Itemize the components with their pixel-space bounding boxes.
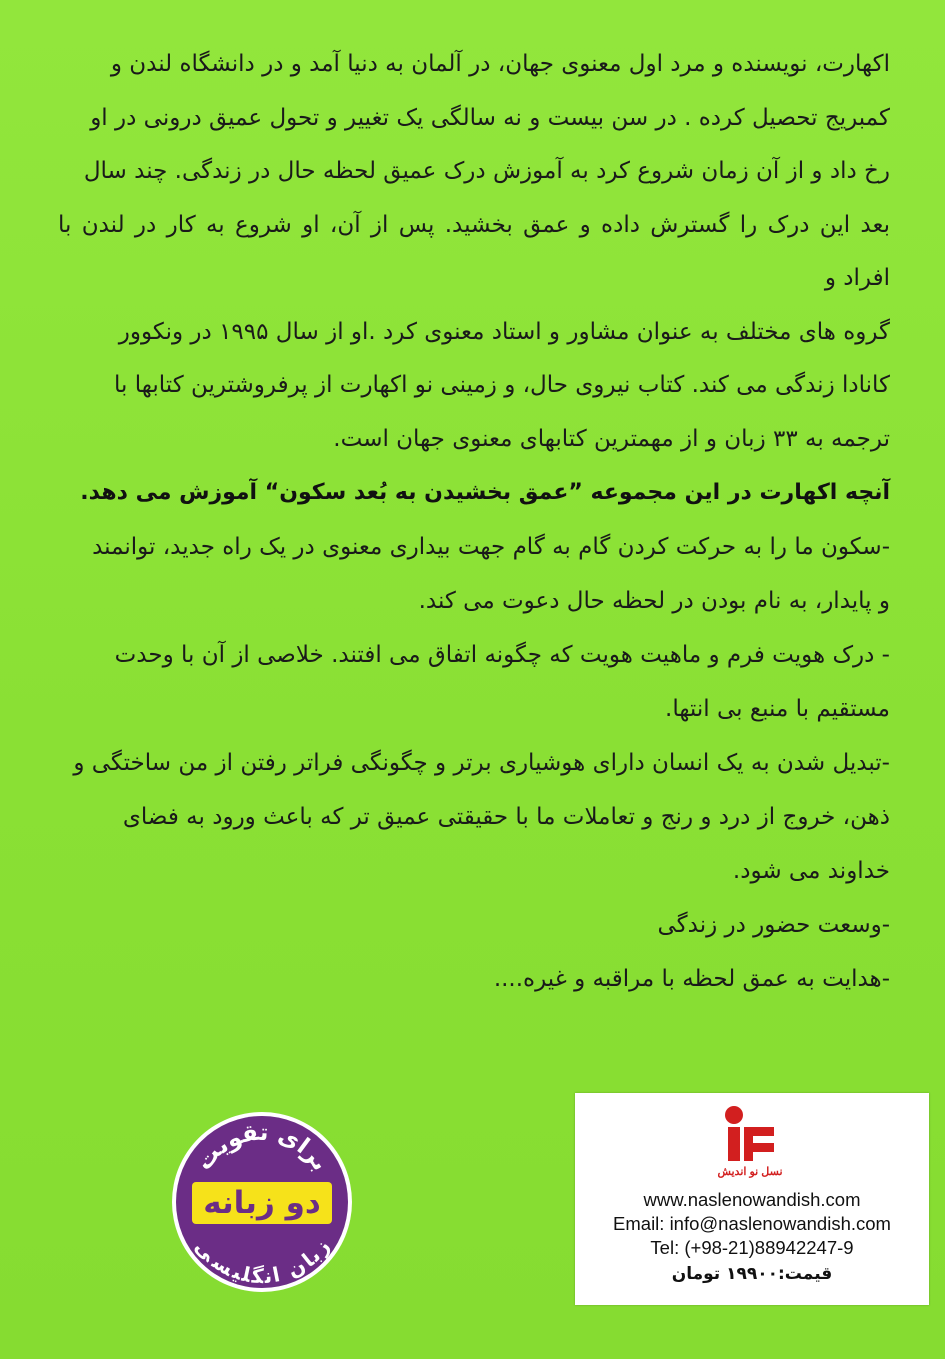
bullet-line: -سکون ما را به حرکت کردن گام به گام جهت بیداری معنوی در یک راه جدید، توانمند <box>92 534 890 560</box>
bio-line: گروه های مختلف به عنوان مشاور و استاد معنوی کرد .او از سال ۱۹۹۵ در ونکوور <box>118 318 890 345</box>
bilingual-badge <box>170 1110 354 1294</box>
bullet-line: ذهن، خروج از درد و رنج و تعاملات ما با حقیقتی عمیق تر که باعث ورود به فضای <box>122 804 890 830</box>
bullet-line: -تبدیل شدن به یک انسان دارای هوشیاری برتر و چگونگی فراتر رفتن از من ساختگی و <box>73 750 890 776</box>
badge-bottom-text: زبان انگلیسی <box>190 1234 335 1289</box>
publisher-phone: Tel: (+98-21)88942247-9 <box>650 1237 854 1258</box>
publisher-email[interactable]: Email: info@naslenowandish.com <box>613 1213 891 1234</box>
publisher-info-box <box>575 1093 929 1305</box>
bio-line: کانادا زندگی می کند. کتاب نیروی حال، و زمینی نو اکهارت از پرفروشترین کتابها با <box>114 372 890 398</box>
badge-center-text: دو زبانه <box>203 1185 321 1221</box>
bullet-line: -وسعت حضور در زندگی <box>657 912 890 938</box>
bullet-item <box>58 898 890 952</box>
publisher-website[interactable]: www.naslenowandish.com <box>643 1189 861 1210</box>
bio-line: کمبریج تحصیل کرده . در سن بیست و نه سالگی یک تغییر و تحول عمیق درونی در او <box>90 104 890 131</box>
book-price: قیمت:۱۹۹۰۰ تومان <box>671 1264 833 1284</box>
description-text <box>58 38 890 1006</box>
publisher-logo-text: نسل نو اندیش <box>717 1166 783 1178</box>
bullet-line: و پایدار، به نام بودن در لحظه حال دعوت می کند. <box>418 588 890 614</box>
bullet-line: - درک هویت فرم و ماهیت هویت که چگونه اتفاق می افتند. خلاصی از آن با وحدت <box>114 642 890 668</box>
bio-line: بعد این درک را گسترش داده و عمق بخشید. پس از آن، او شروع به کار در لندن با افراد و <box>58 211 890 291</box>
section-heading: آنچه اکهارت در این مجموعه ”عمق بخشیدن به بُعد سکون“ آموزش می دهد. <box>80 480 890 505</box>
badge-top-text: برای تقویت <box>191 1119 334 1176</box>
bullet-item <box>58 520 890 628</box>
bullet-item <box>58 736 890 898</box>
bullet-line: خداوند می شود. <box>732 858 890 884</box>
author-bio <box>58 38 890 466</box>
publisher-logo-icon <box>720 1103 780 1169</box>
bullet-item <box>58 952 890 1006</box>
bullet-line: -هدایت به عمق لحظه با مراقبه و غیره.... <box>493 966 890 992</box>
bio-line: رخ داد و از آن زمان شروع کرد به آموزش درک عمیق لحظه حال در زندگی. چند سال <box>83 158 890 184</box>
bullet-item <box>58 628 890 736</box>
bullet-line: مستقیم با منبع بی انتها. <box>665 696 890 722</box>
bio-line: اکهارت، نویسنده و مرد اول معنوی جهان، در آلمان به دنیا آمد و در دانشگاه لندن و <box>110 51 890 77</box>
bio-line: ترجمه به ۳۳ زبان و از مهمترین کتابهای معنوی جهان است. <box>333 425 890 452</box>
